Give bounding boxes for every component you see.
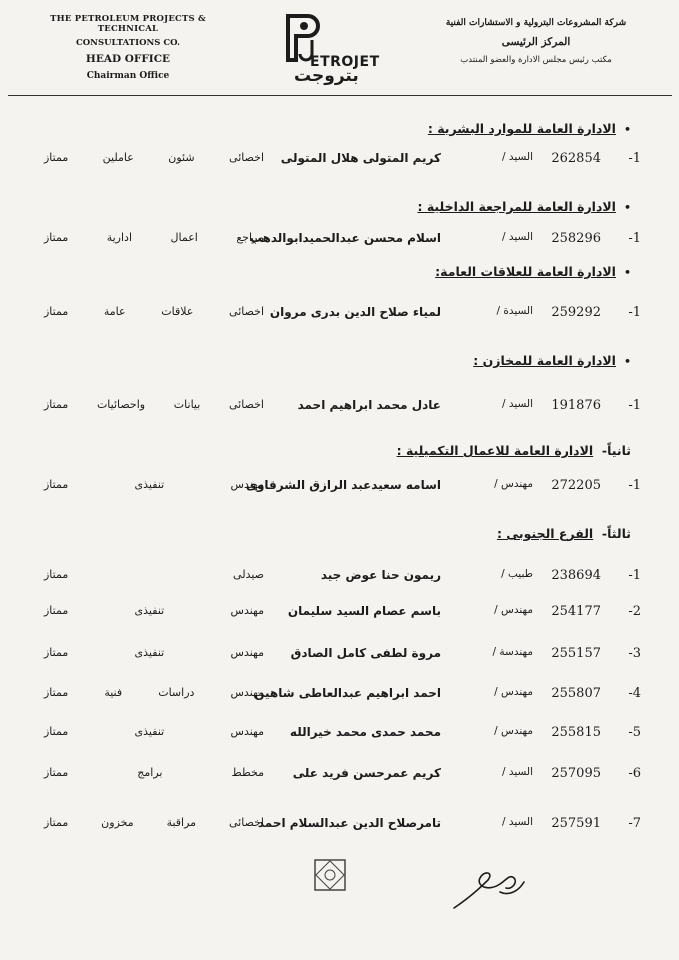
section-heading-stores: •الادارة العامة للمخازن : [473, 353, 631, 368]
section-heading-south-branch: ثالثاً- الفرع الجنوبى : [496, 526, 631, 541]
section-heading-pr: •الادارة العامة للعلاقات العامة: [435, 264, 631, 279]
seal-stamp-icon [312, 857, 348, 893]
section-heading-hr: •الادارة العامة للموارد البشرية : [427, 121, 631, 136]
table-row: -4 255807 مهندس / احمد ابراهيم عبدالعاطى شاهين مهندس دراسات فنية ممتاز [44, 686, 641, 701]
petrojet-logo [270, 10, 400, 90]
logo-text-ar: بتروجت [294, 66, 359, 86]
chairman-office-ar: مكتب رئيس مجلس الادارة والعضو المنتدب [460, 55, 612, 65]
table-row: -1 258296 السيد / اسلام محسن عبدالحميدابوالدهب مراجع اعمال ادارية ممتاز [44, 231, 641, 246]
bullet-icon: • [623, 266, 631, 279]
table-row: -6 257095 السيد / كريم عمرحسن فريد على مخطط برامج ممتاز [44, 766, 641, 781]
section-heading-complementary: ثانياً- الادارة العامة للاعمال التكميلية : [396, 443, 631, 458]
table-row: -7 257591 السيد / تامرصلاح الدين عبدالسلام احمد اخصائى مراقبة مخزون ممتاز [44, 816, 641, 831]
table-row: -1 238694 طبيب / ريمون حنا عوض جيد صيدلى ممتاز [44, 568, 641, 583]
head-office-en: HEAD OFFICE [85, 53, 171, 65]
company-name-en-line2: CONSULTATIONS CO. [76, 38, 180, 48]
header-arabic-block [421, 18, 651, 65]
bullet-icon: • [623, 201, 631, 214]
table-row: -1 272205 مهندس / اسامه سعيدعبد الرازق الشرقاوى مهندس تنفيذى ممتاز [44, 478, 641, 493]
header-english-block [28, 14, 228, 81]
company-name-en-line1: THE PETROLEUM PROJECTS & TECHNICAL [50, 14, 206, 34]
company-name-ar: شركة المشروعات البترولية و الاستشارات الفنية [445, 18, 627, 28]
head-office-ar: المركز الرئيسى [501, 36, 571, 48]
table-row: -1 259292 السيدة / لمياء صلاح الدين بدرى مروان اخصائى علاقات عامة ممتاز [44, 305, 641, 320]
table-row: -5 255815 مهندس / محمد حمدى محمد خيرالله مهندس تنفيذى ممتاز [44, 725, 641, 740]
chairman-office-en: Chairman Office [86, 71, 170, 81]
bullet-icon: • [623, 123, 631, 136]
header-divider [8, 95, 672, 96]
table-row: -3 255157 مهندسة / مروة لطفى كامل الصادق مهندس تنفيذى ممتاز [44, 646, 641, 661]
table-row: -1 262854 السيد / كريم المتولى هلال المتولى اخصائى شئون عاملين ممتاز [44, 151, 641, 166]
section-heading-audit: •الادارة العامة للمراجعة الداخلية : [417, 199, 631, 214]
table-row: -1 191876 السيد / عادل محمد ابراهيم احمد اخصائى بيانات واحصائيات ممتاز [44, 398, 641, 413]
logo-text-en: ETROJET [310, 54, 380, 70]
bullet-icon: • [623, 355, 631, 368]
signature-icon [448, 862, 530, 914]
table-row: -2 254177 مهندس / باسم عصام السيد سليمان مهندس تنفيذى ممتاز [44, 604, 641, 619]
